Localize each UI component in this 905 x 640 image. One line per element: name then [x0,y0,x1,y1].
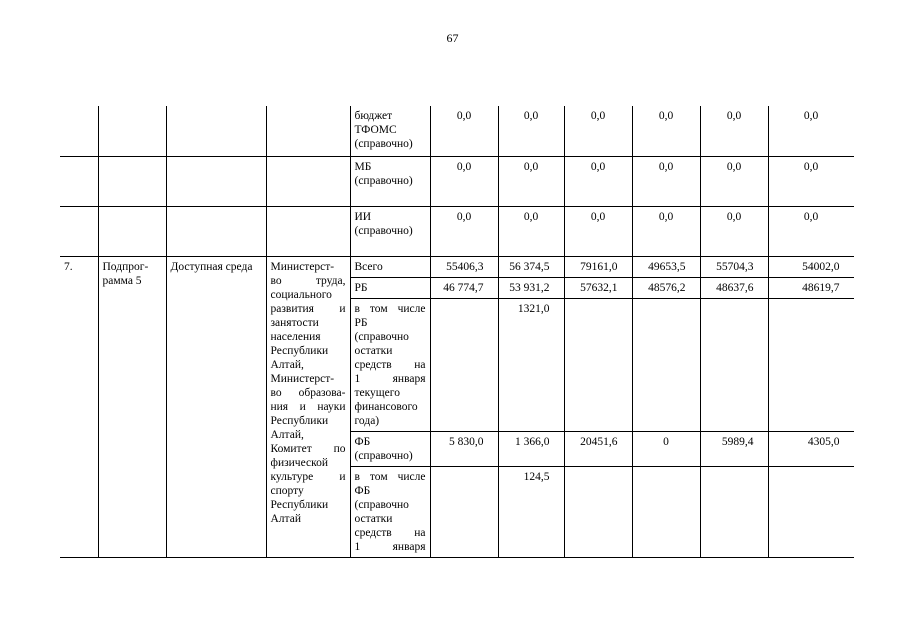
program-executor [266,256,350,557]
title-cell [166,156,266,206]
source-line: средств на [354,526,426,539]
source-cell [350,106,430,156]
source-line: (справочно [354,498,409,511]
table-row [60,256,854,277]
source-line: ТФОМС [354,124,397,136]
budget-table [60,106,854,558]
source-line: (справочно) [354,138,413,150]
value-cell: 0,0 [564,206,632,256]
value-cell: 5 830,0 [430,431,498,466]
value-cell [700,466,768,557]
executor-line: социального [270,288,332,301]
executor-line: физической [270,456,328,469]
value-cell: 0,0 [768,156,854,206]
value-cell [564,466,632,557]
value-cell: 1321,0 [498,298,564,431]
source-cell [350,431,430,466]
value-cell [632,466,700,557]
source-cell [350,156,430,206]
value-cell [700,298,768,431]
value-cell: 0,0 [632,156,700,206]
number-cell [60,106,98,156]
source-cell [350,298,430,431]
executor-line: Алтай, [270,358,304,371]
value-cell: 56 374,5 [498,256,564,277]
source-line: ФБ [354,484,371,497]
value-cell: 57632,1 [564,277,632,298]
name-cell [98,206,166,256]
value-cell: 124,5 [498,466,564,557]
executor-line: Министерст- [270,372,335,385]
value-cell: 48576,2 [632,277,700,298]
source-line: 1 января [354,540,426,553]
value-cell: 46 774,7 [430,277,498,298]
value-cell: 55406,3 [430,256,498,277]
source-cell [350,466,430,557]
executor-line: Алтай, [270,428,304,441]
source-line: бюджет [354,110,393,122]
value-cell: 48619,7 [768,277,854,298]
number-cell [60,206,98,256]
executor-line: Алтай [270,512,301,525]
program-name [98,256,166,557]
value-cell: 0,0 [498,106,564,156]
source-cell [350,277,430,298]
value-cell: 0,0 [430,106,498,156]
program-title: Доступная среда [166,256,266,557]
source-line: остатки [354,512,393,525]
executor-line: населения [270,330,321,343]
value-cell: 49653,5 [632,256,700,277]
value-cell: 20451,6 [564,431,632,466]
value-cell [768,298,854,431]
program-name-line: рамма 5 [102,274,142,287]
source-line: финансового [354,400,418,413]
source-cell [350,256,430,277]
table-row [60,106,854,156]
value-cell: 0,0 [564,106,632,156]
source-cell [350,206,430,256]
value-cell: 5989,4 [700,431,768,466]
value-cell: 0,0 [768,206,854,256]
value-cell: 0,0 [632,106,700,156]
source-line: (справочно [354,330,409,343]
source-line: остатки [354,344,393,357]
source-line: РБ [354,281,368,294]
source-line: года) [354,414,380,427]
table-body [60,106,854,557]
executor-line: Министерст- [270,260,335,273]
number-cell [60,156,98,206]
value-cell: 79161,0 [564,256,632,277]
name-cell [98,106,166,156]
value-cell: 4305,0 [768,431,854,466]
executor-line: Республики [270,498,329,511]
executor-cell [266,156,350,206]
value-cell [430,298,498,431]
program-name-line: Подпрог- [102,260,149,273]
source-line: (справочно) [354,449,413,462]
executor-line: занятости [270,316,319,329]
title-cell [166,206,266,256]
value-cell: 54002,0 [768,256,854,277]
source-line: 1 января [354,372,426,385]
executor-cell [266,106,350,156]
value-cell [430,466,498,557]
value-cell: 0,0 [768,106,854,156]
value-cell: 0,0 [564,156,632,206]
source-line: текущего [354,386,400,399]
value-cell: 0,0 [700,156,768,206]
source-line: в том числе [354,302,426,315]
value-cell: 1 366,0 [498,431,564,466]
source-line: в том числе [354,470,426,483]
value-cell: 0,0 [700,206,768,256]
value-cell: 0,0 [632,206,700,256]
value-cell: 0,0 [498,156,564,206]
executor-cell [266,206,350,256]
value-cell: 0,0 [498,206,564,256]
page-number: 67 [446,31,459,45]
table-row [60,156,854,206]
program-number: 7. [60,256,98,557]
source-line: РБ [354,316,368,329]
value-cell: 0 [632,431,700,466]
executor-line: Республики [270,344,329,357]
source-line: средств на [354,358,426,371]
executor-line: во образова- [270,386,346,399]
value-cell: 0,0 [430,156,498,206]
source-line: МБ [354,160,372,173]
value-cell [632,298,700,431]
table-row [60,206,854,256]
executor-line: Республики [270,414,329,427]
executor-line: культуре и [270,470,346,483]
executor-line: ния и науки [270,400,346,413]
executor-line: во труда, [270,274,346,287]
title-cell [166,106,266,156]
source-line: ИИ [354,210,372,223]
name-cell [98,156,166,206]
value-cell: 0,0 [700,106,768,156]
value-cell: 53 931,2 [498,277,564,298]
budget-table-wrapper [60,106,854,584]
source-line: Всего [354,260,383,273]
value-cell [564,298,632,431]
source-line: ФБ [354,435,371,448]
executor-line: спорту [270,484,304,497]
source-line: (справочно) [354,224,413,237]
executor-line: Комитет по [270,442,346,455]
source-line: (справочно) [354,174,413,187]
value-cell [768,466,854,557]
value-cell: 48637,6 [700,277,768,298]
executor-line: развития и [270,302,346,315]
value-cell: 0,0 [430,206,498,256]
value-cell: 55704,3 [700,256,768,277]
